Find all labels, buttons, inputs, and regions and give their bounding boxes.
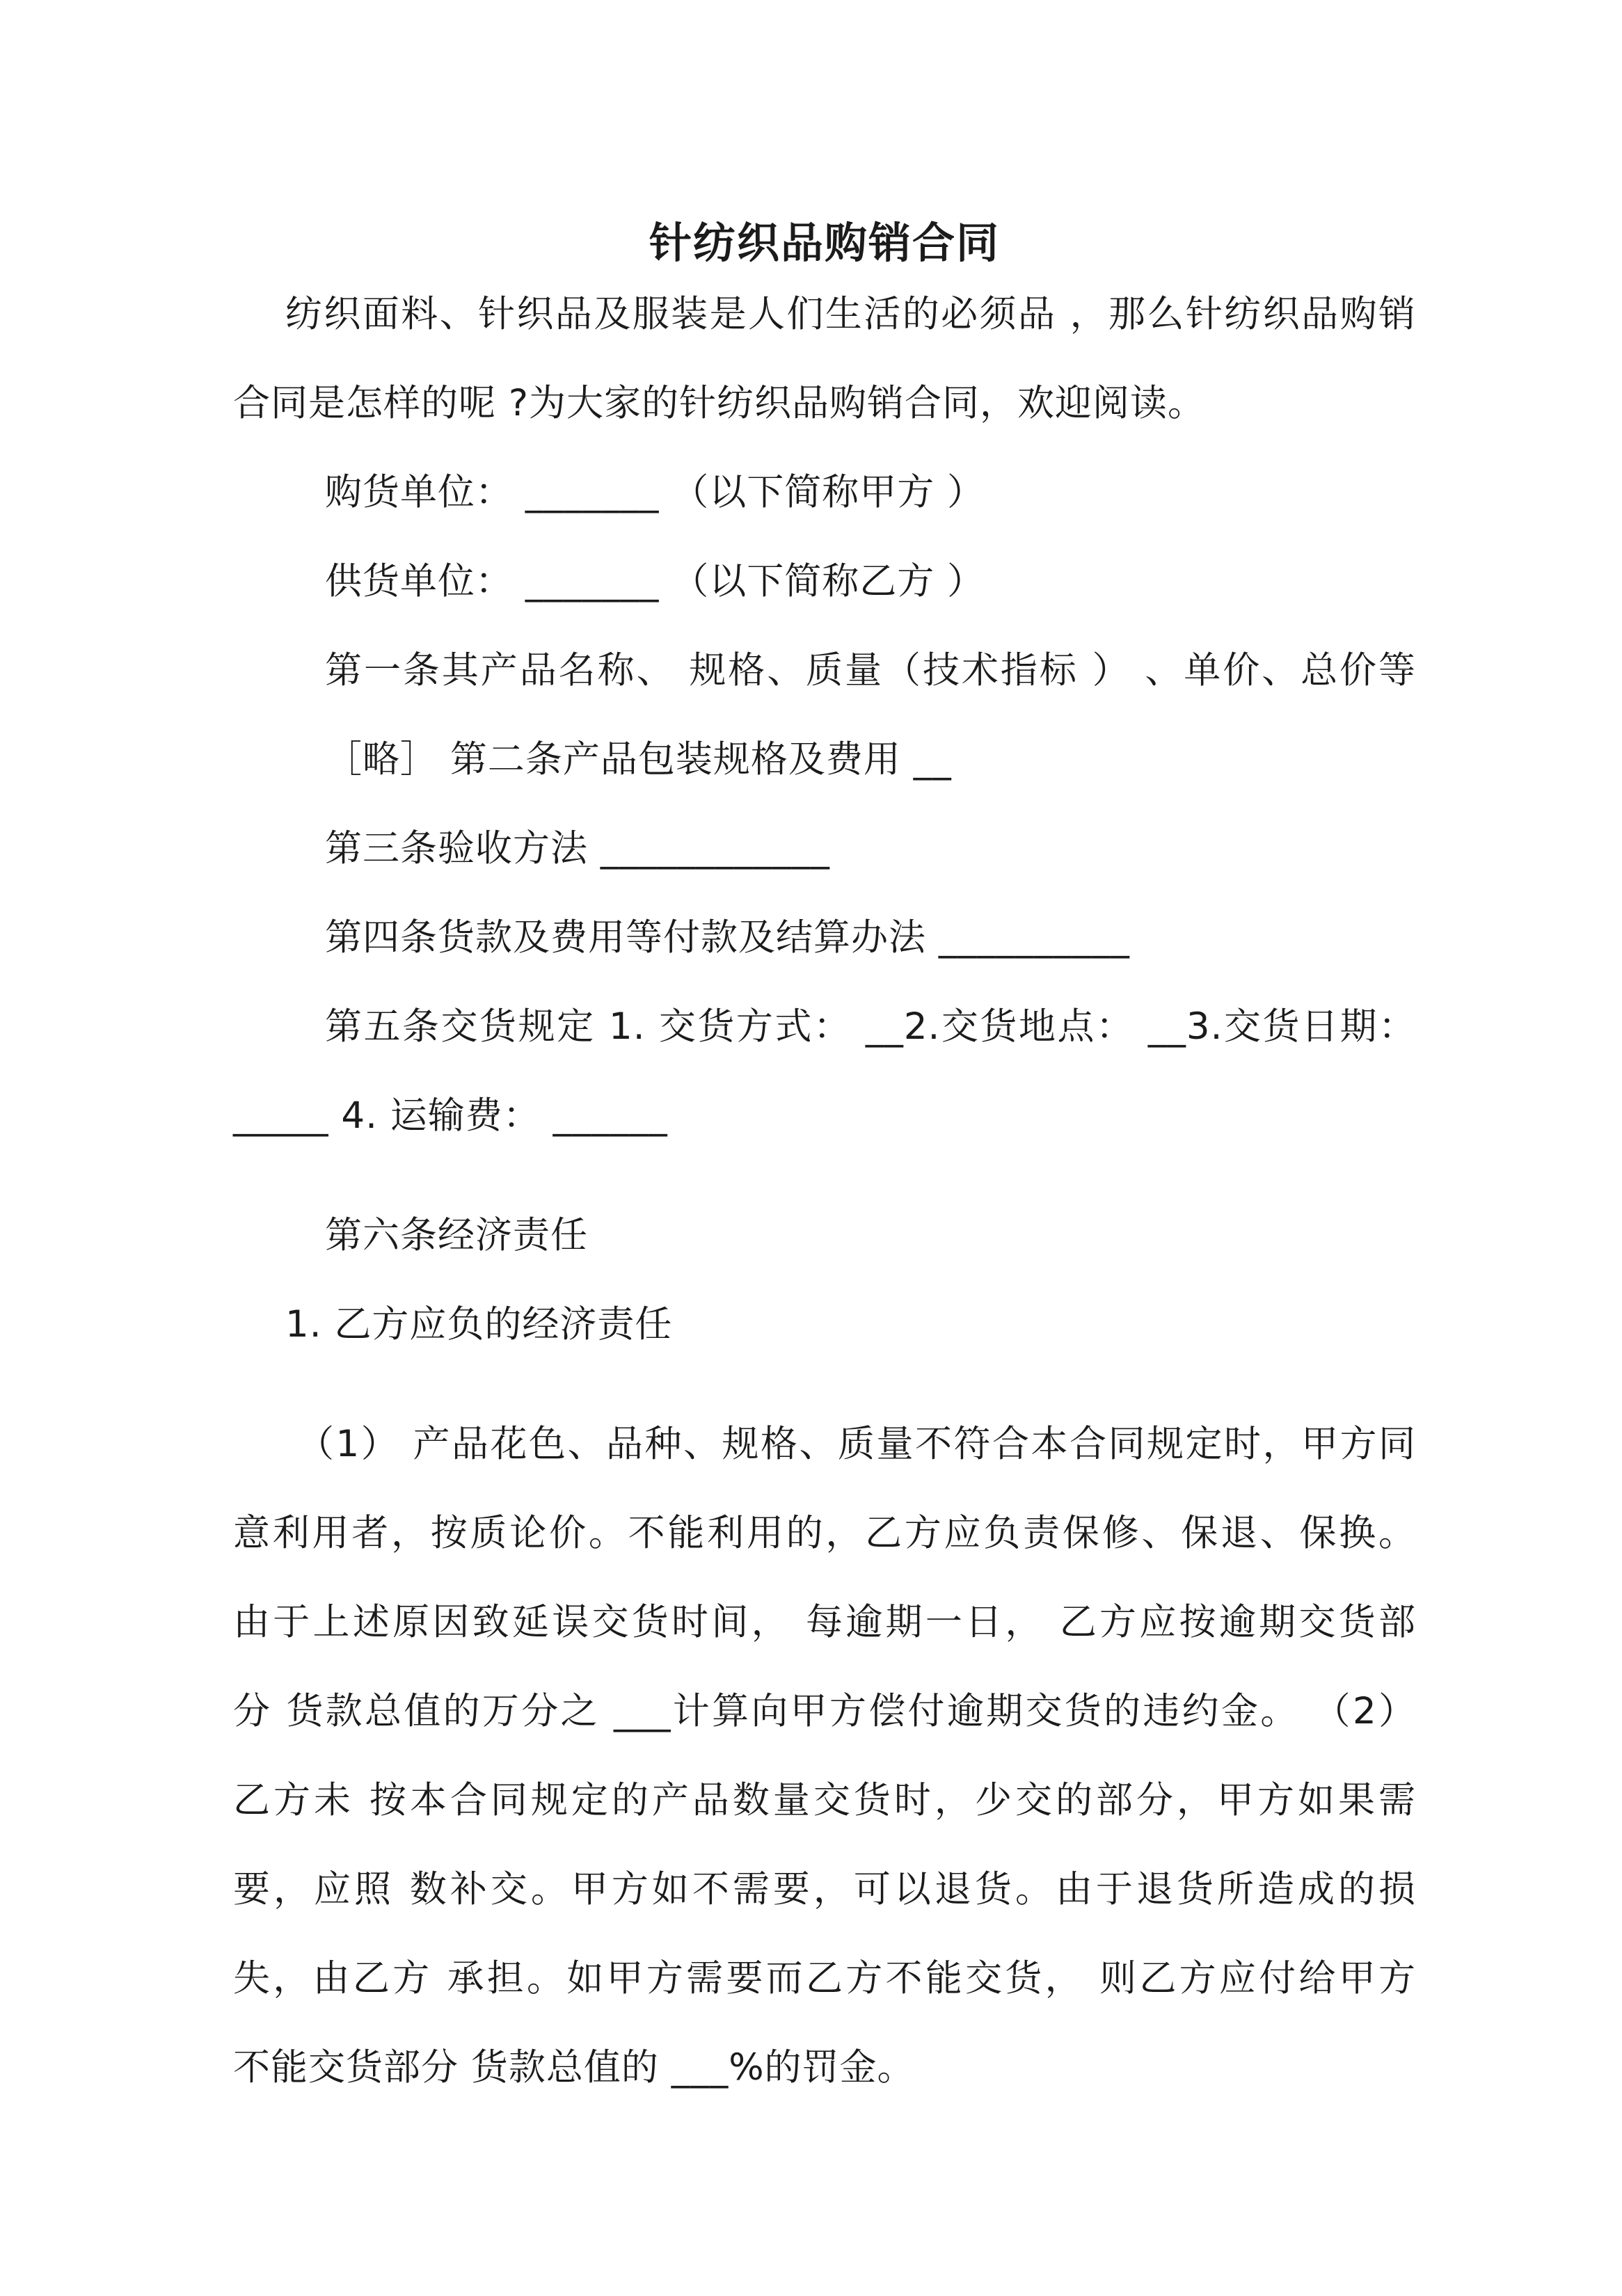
intro-line-1: 纺织面料、针织品及服装是人们生活的必须品 ，那么针纺织品购销	[285, 293, 1416, 335]
document-title: 针纺织品购销合同	[649, 218, 1000, 268]
document-body	[233, 270, 1416, 2112]
intro-line-2: 合同是怎样的呢 ?为大家的针纺织品购销合同，欢迎阅读。	[233, 382, 1205, 424]
liability-line-7: 失，由乙方 承担。如甲方需要而乙方不能交货， 则乙方应付给甲方	[233, 1957, 1416, 2000]
clause-4-line: 第四条货款及费用等付款及结算办法 __________	[325, 916, 1130, 959]
liability-line-8: 不能交货部分 货款总值的 ___%的罚金。	[233, 2046, 915, 2089]
liability-line-4: 分 货款总值的万分之 ___计算向甲方偿付逾期交货的违约金。 （2）	[233, 1690, 1416, 1732]
clause-5-line-2: _____ 4. 运输费： ______	[233, 1094, 668, 1137]
clause-5-line-1: 第五条交货规定 1. 交货方式： __2.交货地点： __3.交货日期：	[325, 1005, 1416, 1048]
clause-3-line: 第三条验收方法 ____________	[325, 827, 830, 870]
clause-6-heading: 第六条经济责任	[325, 1214, 588, 1257]
liability-line-1: （1） 产品花色、品种、规格、质量不符合本合同规定时，甲方同	[297, 1423, 1416, 1465]
clause-6-item-1-heading: 1. 乙方应负的经济责任	[285, 1303, 673, 1346]
clause-2-line: ［略］ 第二条产品包装规格及费用 __	[325, 738, 952, 781]
liability-line-3: 由于上述原因致延误交货时间， 每逾期一日， 乙方应按逾期交货部	[233, 1601, 1416, 1643]
liability-line-2: 意利用者，按质论价。不能利用的，乙方应负责保修、保退、保换。	[233, 1512, 1416, 1554]
liability-line-5: 乙方未 按本合同规定的产品数量交货时，少交的部分，甲方如果需	[233, 1779, 1416, 1821]
clause-1-line: 第一条其产品名称、 规格、质量（技术指标 ） 、单价、总价等	[325, 649, 1416, 692]
supplier-unit-line: 供货单位： _______ （以下简称乙方 ）	[325, 560, 985, 603]
document-content	[233, 0, 1416, 2112]
liability-line-6: 要，应照 数补交。甲方如不需要，可以退货。由于退货所造成的损	[233, 1868, 1416, 1911]
buyer-unit-line: 购货单位： _______ （以下简称甲方 ）	[325, 471, 985, 513]
